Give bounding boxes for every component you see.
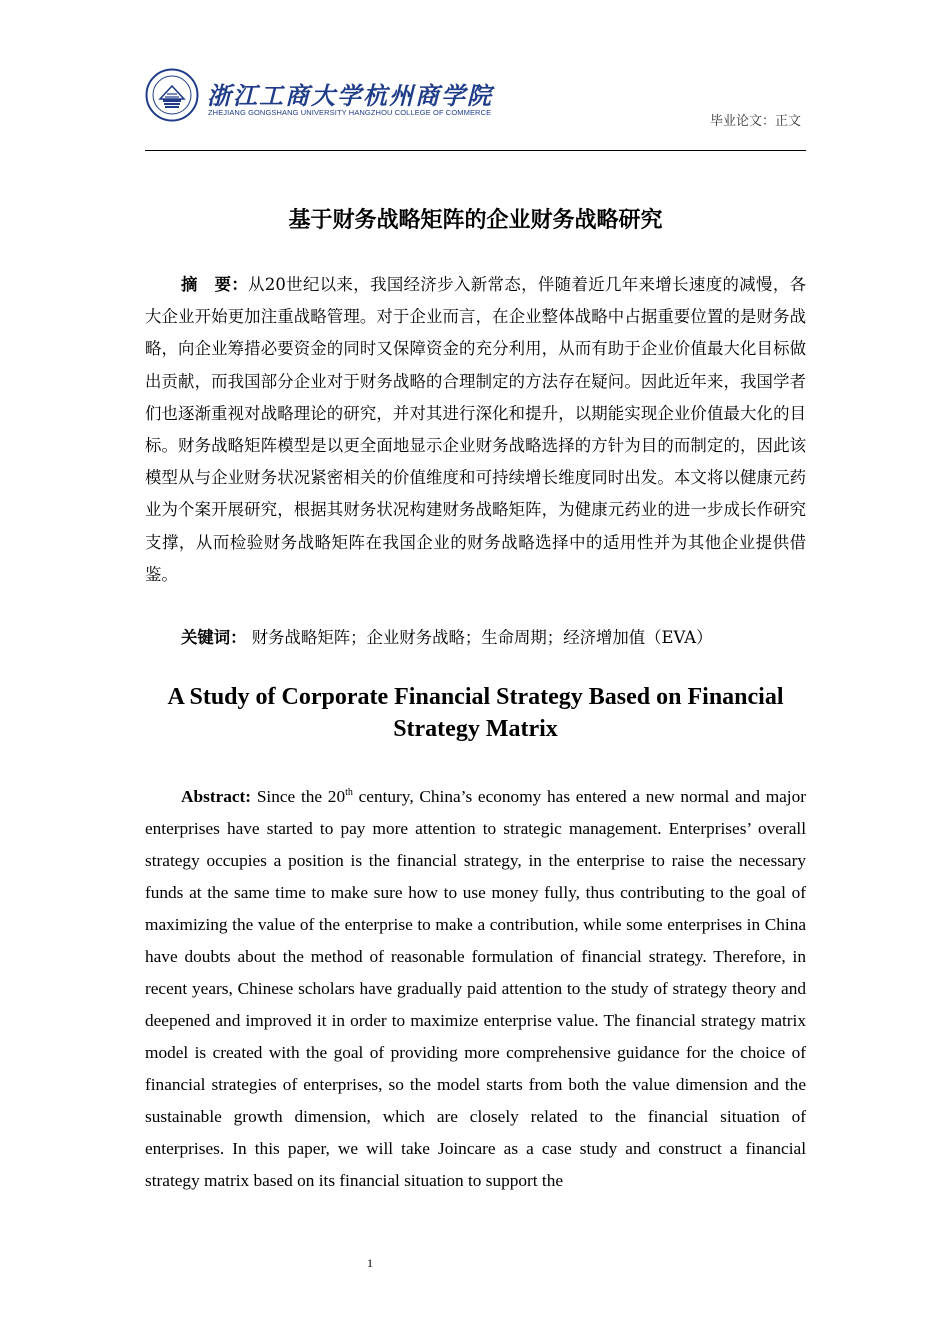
chinese-keywords-label: 关键词： xyxy=(181,628,247,647)
university-seal-icon xyxy=(145,68,199,122)
english-title: A Study of Corporate Financial Strategy Based on Financial Strategy Matrix xyxy=(167,684,784,742)
page-number: 1 xyxy=(367,1256,373,1270)
chinese-abstract-text: 从20世纪以来，我国经济步入新常态，伴随着近几年来增长速度的减慢，各大企业开始更加注重战略管理。对于企业而言，在企业整体战略中占据重要位置的是财务战略，向企业筹措必要资金的同时又保障资金的充分利用，从而有助于企业价值最大化目标做出贡献，而我国部分企业对于财务战略的合理制定的方法存在疑问。因此近年来，我国学者们也逐渐重视对战略理论的研究，并对其进行深化和提升，以期能实现企业价值最大化的目标。财务战略矩阵模型是以更全面地显示企业财务战略选择的方针为目的而制定的，因此该模型从与企业财务状况紧密相关的价值维度和可持续增长维度同时出发。本文将以健康元药业为个案开展研究，根据其财务状况构建财务战略矩阵，为健康元药业的进一步成长作研究支撑，从而检验财务战略矩阵在我国企业的财务战略选择中的适用性并为其他企业提供借鉴。 xyxy=(145,275,807,584)
english-abstract xyxy=(145,777,806,1197)
chinese-abstract xyxy=(145,269,806,591)
page-header xyxy=(145,64,805,150)
english-abstract-lead: Since the 20 xyxy=(256,786,346,806)
chinese-title: 基于财务战略矩阵的企业财务战略研究 xyxy=(288,208,663,233)
header-divider xyxy=(145,150,806,151)
logo-english-name: ZHEJIANG GONGSHANG UNIVERSITY HANGZHOU COLLEGE OF COMMERCE xyxy=(208,108,492,117)
logo-chinese-name: 浙江工商大学杭州商学院 xyxy=(207,81,493,110)
english-abstract-superscript: th xyxy=(345,787,353,798)
english-abstract-text: century, China’s economy has entered a new normal and major enterprises have started to pay more attention to strategic management. Enterprises’ overall strategy occupies a position is the financial strategy, in the enterprise to raise the necessary funds at the same time to make sure how to use money fully, thus contributing to the goal of maximizing the value of the enterprise to make a contribution, while some enterprises in China have doubts about the method of reasonable formulation of financial strategy. Therefore, in recent years, Chinese scholars have gradually paid attention to the study of strategy theory and deepened and improved it in order to maximize enterprise value. The financial strategy matrix model is created with the goal of providing more comprehensive guidance for the choice of financial strategies of enterprises, so the model starts from both the value dimension and the sustainable growth dimension, which are closely related to the financial situation of enterprises. In this paper, we will take Joincare as a case study and construct a financial strategy matrix based on its financial situation to support the xyxy=(145,786,807,1190)
english-abstract-label: Abstract: xyxy=(181,786,252,806)
chinese-abstract-label: 摘 要： xyxy=(181,275,249,294)
chinese-keywords-text: 财务战略矩阵；企业财务战略；生命周期；经济增加值（EVA） xyxy=(251,628,713,647)
chinese-keywords xyxy=(145,622,806,654)
document-section-label: 毕业论文：正文 xyxy=(709,114,801,129)
